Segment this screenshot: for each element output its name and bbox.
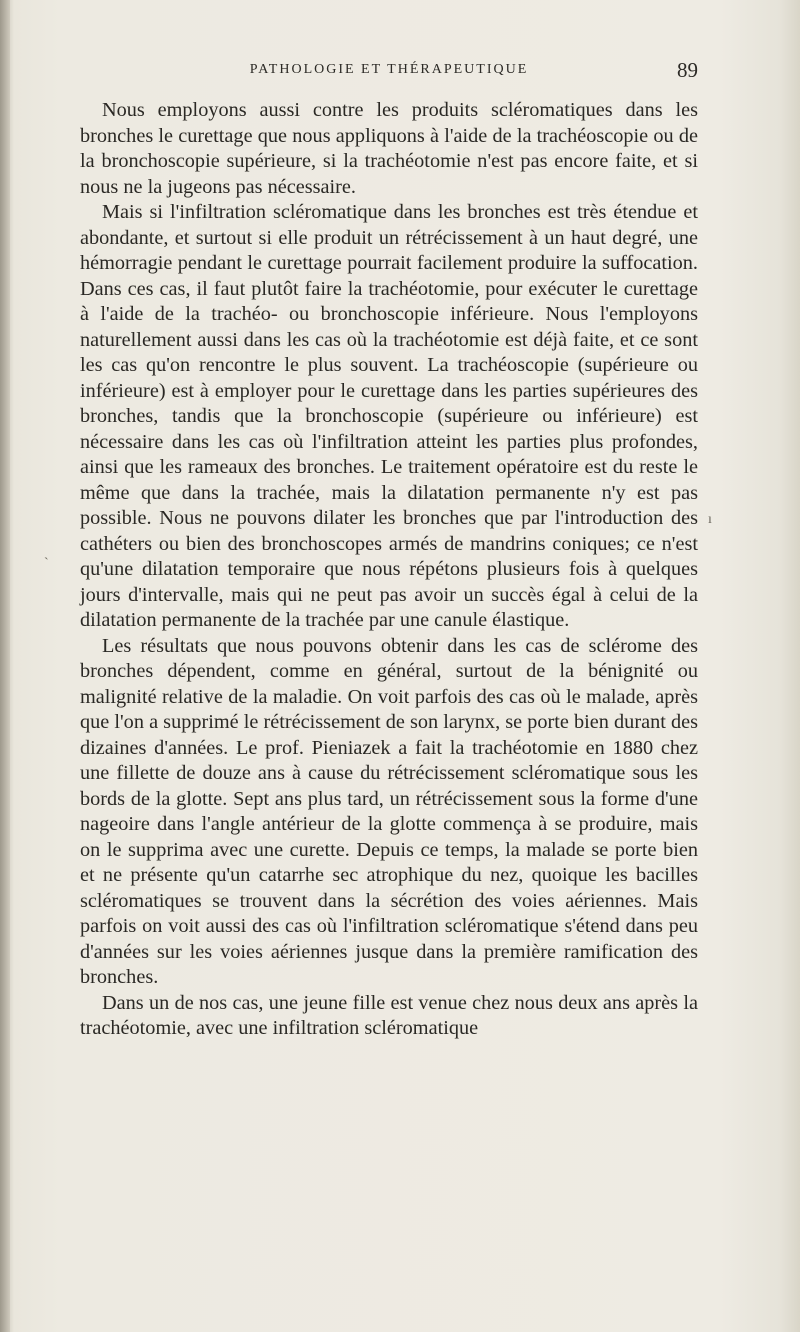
margin-tick-mark: ˋ	[44, 556, 49, 571]
margin-tick-mark: ı	[708, 512, 712, 527]
running-head	[80, 58, 698, 82]
body-text	[80, 98, 698, 1042]
paragraph-1: Nous employons aussi contre les produits scléromatiques dans les bronches le curettage que nous appliquons à l'aide de la trachéoscopie ou de la bronchoscopie supérieure, si la trachéotomie n'est pas encore faite, et si nous ne la jugeons pas nécessaire.	[80, 99, 698, 198]
paragraph-3: Les résultats que nous pouvons obtenir dans les cas de sclérome des bronches dépendent, comme en général, surtout de la bénignité ou malignité relative de la maladie. On voit parfois des cas où le malade, après que l'on a supprimé le rétrécissement de son larynx, se porte bien durant des dizaines d'années. Le prof. Pieniazek a fait la trachéotomie en 1880 chez une fillette de douze ans à cause du rétrécissement scléromatique sous les bords de la glotte. Sept ans plus tard, un rétrécissement sous la forme d'une nageoire dans l'angle antérieur de la glotte commença à se produire, mais on le supprima avec une curette. Depuis ce temps, la malade se porte bien et ne présente qu'un catarrhe sec atrophique du nez, quoique les bacilles scléromatiques se trouvent dans la sécrétion des voies aériennes. Mais parfois on voit aussi des cas où l'infiltration scléromatique s'étend dans peu d'années sur les voies aériennes jusque dans la première ramification des bronches.	[80, 634, 698, 988]
paragraph-4: Dans un de nos cas, une jeune fille est venue chez nous deux ans après la trachéotomie, avec une infiltration scléromatique	[80, 991, 698, 1039]
running-title: PATHOLOGIE ET THÉRAPEUTIQUE	[249, 62, 529, 77]
page-number: 89	[677, 58, 698, 82]
paragraph-2: Mais si l'infiltration scléromatique dans les bronches est très étendue et abondante, et surtout si elle produit un rétrécissement à un haut degré, une hémorragie pendant le curettage pourrait facilement produire la suffocation. Dans ces cas, il faut plutôt faire la trachéotomie, pour exécuter le curettage à l'aide de la trachéo- ou bronchoscopie inférieure. Nous l'employons naturellement aussi dans les cas où la trachéotomie est déjà faite, et ce sont les cas qu'on rencontre le plus souvent. La trachéoscopie (supérieure ou inférieure) est à employer pour le curettage dans les parties supérieures des bronches, tandis que la bronchoscopie (supérieure ou inférieure) est nécessaire dans les cas où l'infiltration atteint les parties plus profondes, ainsi que les rameaux des bronches. Le traitement opératoire est du reste le même que dans la trachée, mais la dilatation permanente n'y est pas possible. Nous ne pouvons dilater les bronches que par l'introduction des cathéters ou bien des bronchoscopes armés de mandrins coniques; ce n'est qu'une dilatation temporaire que nous répétons plusieurs fois à quelques jours d'intervalle, mais qui ne peut pas avoir un succès égal à celui de la dilatation permanente de la trachée par une canule élastique.	[80, 201, 698, 631]
